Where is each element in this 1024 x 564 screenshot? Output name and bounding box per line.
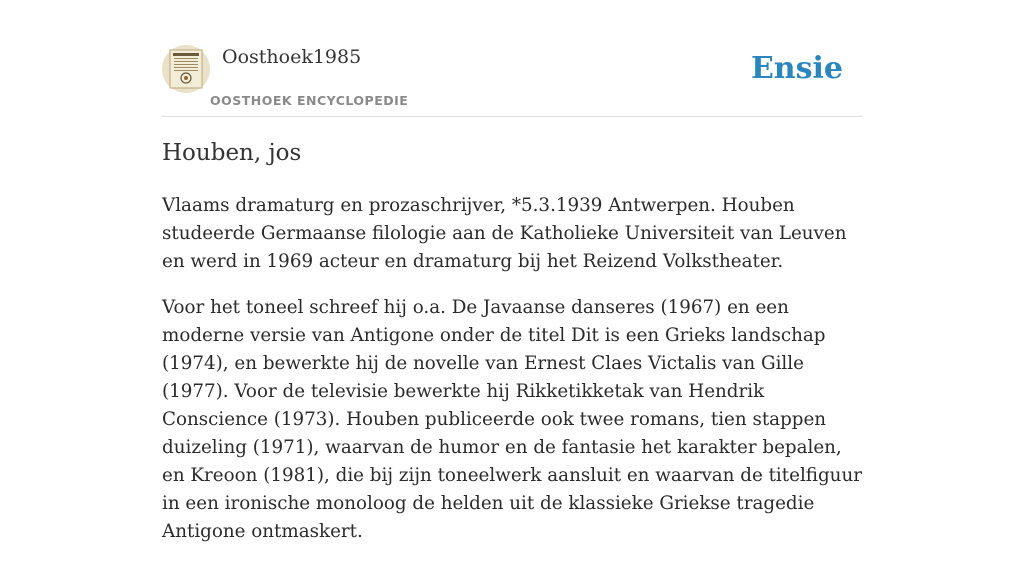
article-paragraph: Voor het toneel schreef hij o.a. De Javaanse danseres (1967) en een moderne versie van Antigone onder de titel Dit is een Grieks landschap (1974), en bewerkte hij de novelle van Ernest Claes Victalis van Gille (1977). Voor de televisie bewerkte hij Rikketikketak van Hendrik Conscience (1973). Houben publiceerde ook twee romans, tien stappen duizeling (1971), waarvan de humor en de fantasie het karakter bepalen, en Kreoon (1981), die bij zijn toneelwerk aansluit en waarvan de titelfiguur in een ironische monoloog de helden uit de klassieke Griekse tragedie Antigone ontmaskert. xyxy=(162,297,862,542)
article-header xyxy=(162,0,862,117)
ensie-logo[interactable]: Ensie xyxy=(750,51,843,86)
source-label[interactable]: OOSTHOEK ENCYCLOPEDIE xyxy=(210,93,409,108)
article-paragraph: Vlaams dramaturg en prozaschrijver, *5.3.1939 Antwerpen. Houben studeerde Germaanse filologie aan de Katholieke Universiteit van Leuven en werd in 1969 acteur en dramaturg bij het Reizend Volkstheater. xyxy=(162,195,847,272)
article-card xyxy=(162,0,862,542)
user-avatar[interactable] xyxy=(162,45,210,93)
article-title: Houben, jos xyxy=(162,140,302,166)
username[interactable]: Oosthoek1985 xyxy=(222,46,362,68)
article-body xyxy=(162,192,862,564)
